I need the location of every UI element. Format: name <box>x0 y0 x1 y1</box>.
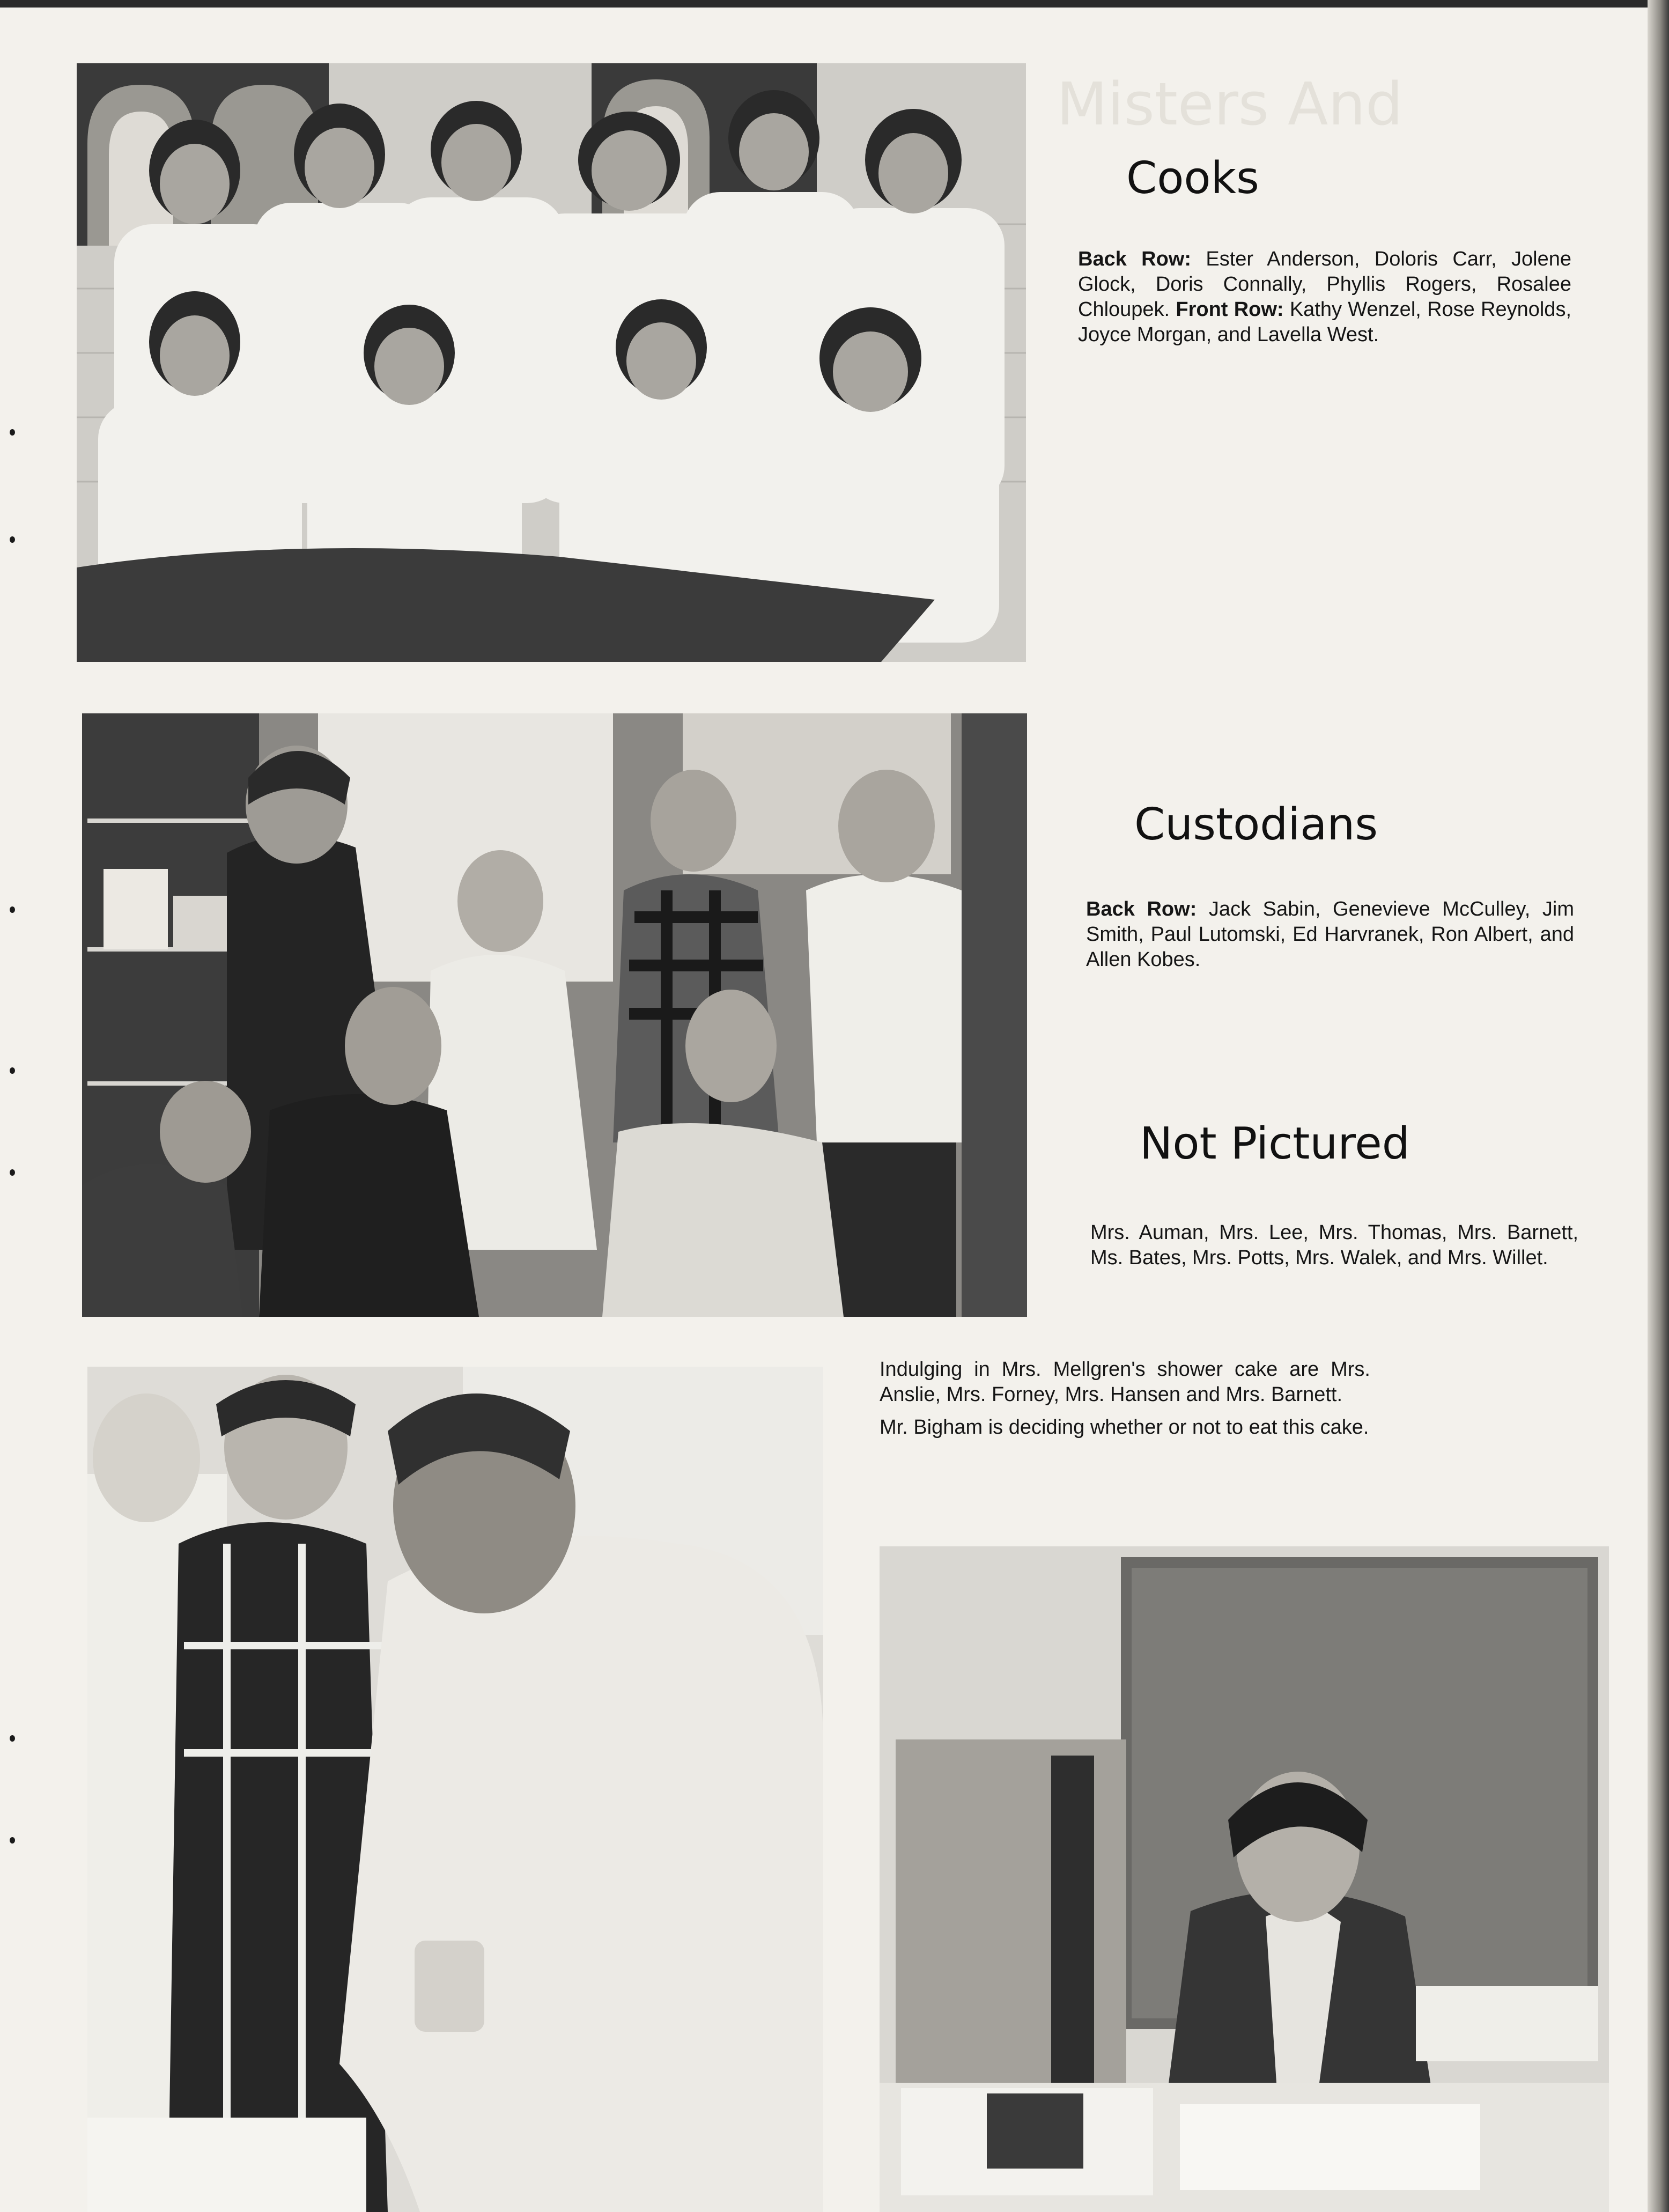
custodians-back-row-names: Jack Sabin, Genevieve McCulley, Jim Smith, Paul Lutomski, Ed Harvranek, Ron Albert, and Allen Kobes. <box>1086 898 1574 971</box>
cake-caption-line1: Indulging in Mrs. Mellgren's shower cake are Mrs. Anslie, Mrs. Forney, Mrs. Hansen and Mrs. Barnett. <box>880 1358 1370 1406</box>
custodians-back-row-label: Back Row: <box>1086 898 1197 920</box>
binding-hole <box>10 906 15 913</box>
custodians-caption <box>1086 897 1574 972</box>
bleed-through-text: Misters And <box>1057 70 1403 138</box>
cooks-caption <box>1078 247 1571 348</box>
desk-photo <box>880 1546 1609 2212</box>
cooks-back-row-names: Ester Anderson, Doloris Carr, Jolene Glock, Doris Connally, Phyllis Rogers, Rosalee Chloupek. <box>1078 248 1571 321</box>
cooks-photo <box>77 63 1026 662</box>
cake-caption <box>880 1357 1370 1448</box>
cooks-back-row-label: Back Row: <box>1078 248 1192 270</box>
cake-party-photo <box>87 1367 823 2212</box>
not-pictured-caption: Mrs. Auman, Mrs. Lee, Mrs. Thomas, Mrs. Barnett, Ms. Bates, Mrs. Potts, Mrs. Walek, and Mrs. Willet. <box>1090 1221 1578 1269</box>
binding-hole <box>10 1735 15 1742</box>
page-right-edge <box>1648 0 1669 2212</box>
cooks-title: Cooks <box>1126 153 1259 204</box>
binding-hole <box>10 536 15 543</box>
custodians-title: Custodians <box>1134 799 1378 850</box>
binding-hole <box>10 1067 15 1074</box>
cooks-front-row-label: Front Row: <box>1176 298 1284 321</box>
custodians-photo <box>82 713 1027 1317</box>
cake-caption-line2: Mr. Bigham is deciding whether or not to eat this cake. <box>880 1416 1369 1439</box>
binding-hole <box>10 429 15 436</box>
page-top-edge <box>0 0 1669 8</box>
binding-hole <box>10 1169 15 1176</box>
not-pictured-title: Not Pictured <box>1140 1118 1410 1169</box>
binding-hole <box>10 1837 15 1844</box>
cooks-front-row-names: Kathy Wenzel, Rose Reynolds, Joyce Morgan, and Lavella West. <box>1078 298 1571 346</box>
